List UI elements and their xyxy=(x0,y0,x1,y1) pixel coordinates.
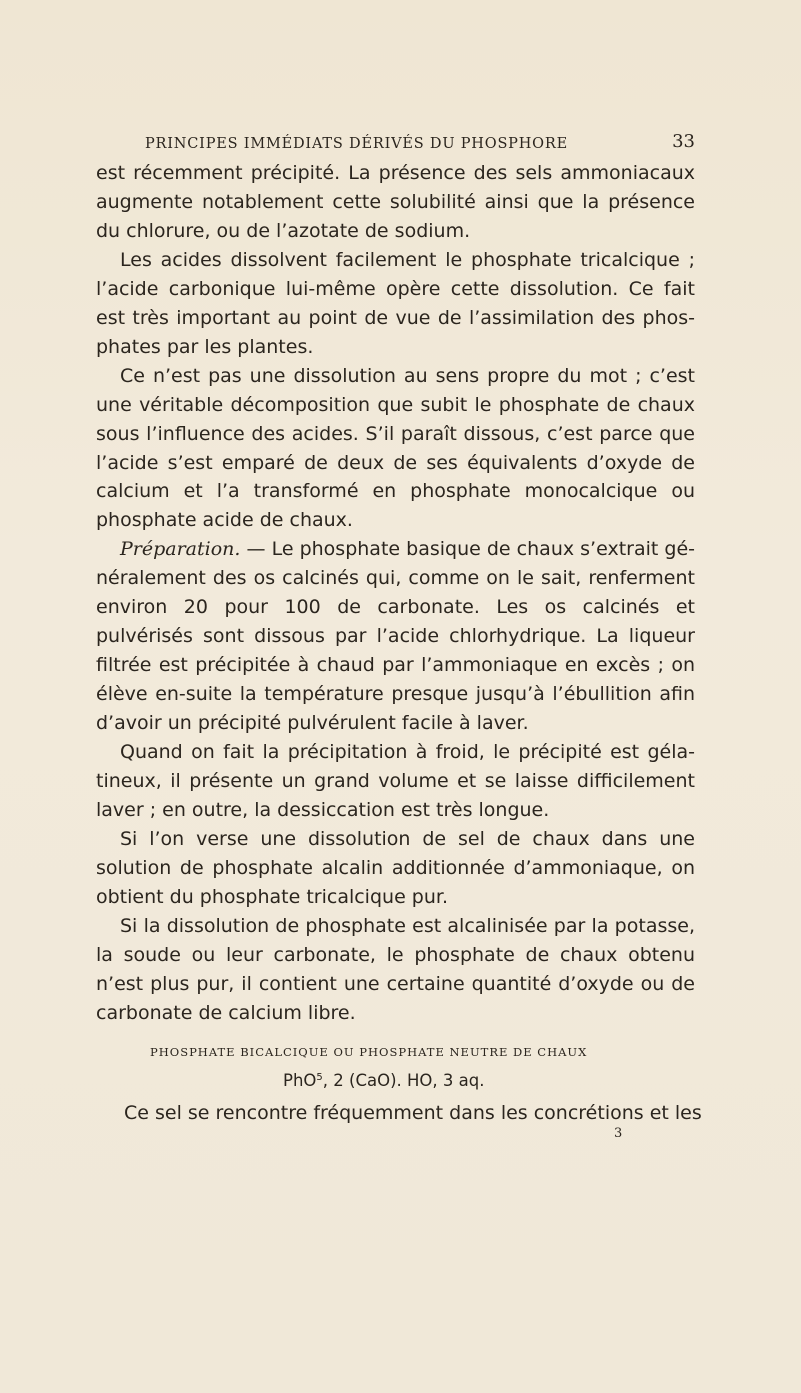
signature-mark: 3 xyxy=(614,1126,623,1141)
paragraph-continuation: est récemment précipité. La présence des sels ammoniacaux augmente notablement cette solubilité ainsi que la présence du chlorure, ou de l’azotate de sodium. xyxy=(96,162,695,242)
preparation-label: Préparation. xyxy=(120,538,241,561)
preparation-text: — Le phosphate basique de chaux s’extrait gé-néralement des os calcinés qui, comme on le sait, renferment environ 20 pour 100 de carbonate. Les os calcinés et pulvérisés sont dissous par l’acide chlorhydrique. La liqueur filtrée est précipitée à chaud par l’ammoniaque en excès ; on élève en-suite la température presque jusqu’à l’ébullition afin d’avoir un précipité pulvérulent facile à laver. xyxy=(96,538,695,735)
formula-prefix: PhO xyxy=(283,1071,317,1090)
paragraph-lime-salt: Si l’on verse une dissolution de sel de chaux dans une solution de phosphate alcalin additionnée d’ammoniaque, on obtient du phosphate tricalcique pur. xyxy=(96,827,695,908)
formula-suffix: , 2 (CaO). HO, 3 aq. xyxy=(322,1071,485,1090)
paragraph-alkaline: Si la dissolution de phosphate est alcalinisée par la potasse, la soude ou leur carbonate, le phosphate de chaux obtenu n’est plus pur, il contient une certaine quantité d’oxyde ou de carbonate de calcium libre. xyxy=(96,914,695,1024)
body-text xyxy=(96,159,695,1028)
paragraph-acids: Les acides dissolvent facilement le phosphate tricalcique ; l’acide carbonique lui-même opère cette dissolution. Ce fait est très important au point de vue de l’assimilation des phos-phates par les plantes. xyxy=(96,248,695,358)
last-text-line: Ce sel se rencontre fréquemment dans les concrétions et les xyxy=(124,1102,702,1124)
running-head: PRINCIPES IMMÉDIATS DÉRIVÉS DU PHOSPHORE xyxy=(145,136,568,152)
section-heading: PHOSPHATE BICALCIQUE OU PHOSPHATE NEUTRE DE CHAUX xyxy=(150,1045,588,1059)
paragraph-cold-precipitation: Quand on fait la précipitation à froid, le précipité est géla-tineux, il présente un grand volume et se laisse difficilement laver ; en outre, la dessiccation est très longue. xyxy=(96,741,695,821)
formula-superscript: 5 xyxy=(316,1072,323,1083)
paragraph-decomposition: Ce n’est pas une dissolution au sens propre du mot ; c’est une véritable décomposition que subit le phosphate de chaux sous l’influence des acides. S’il paraît dissous, c’est parce que l’acide s’est emparé de deux de ses équivalents d’oxyde de calcium et l’a transformé en phosphate monocalcique ou phosphate acide de chaux. xyxy=(96,364,695,532)
paragraph-preparation xyxy=(96,535,695,738)
chemical-formula xyxy=(283,1071,484,1090)
page-number: 33 xyxy=(672,131,695,152)
